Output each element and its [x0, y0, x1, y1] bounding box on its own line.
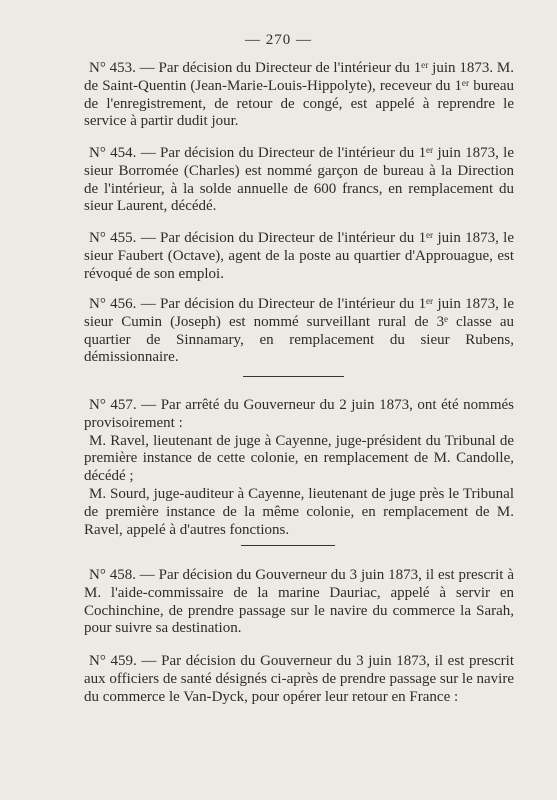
entry-457 — [84, 397, 514, 539]
entry-456 — [84, 296, 514, 367]
entry-458-text: N° 458. — Par décision du Gouverneur du 3 juin 1873, il est prescrit à M. l'aide-commissaire de la marine Dauriac, appelé à servir en Cochinchine, de prendre passage sur le navire du commerce la Sarah, pour suivre sa destination. — [84, 567, 514, 637]
entry-458 — [84, 567, 514, 638]
entry-457-text: N° 457. — Par arrêté du Gouverneur du 2 juin 1873, ont été nommés provisoirement : — [84, 397, 514, 431]
entry-453 — [84, 60, 514, 131]
entry-457-item: M. Ravel, lieutenant de juge à Cayenne, juge-président du Tribunal de première instance de cette colonie, en remplacement de M. Candolle, décédé ; — [84, 432, 514, 485]
entry-454 — [84, 145, 514, 216]
entry-459 — [84, 653, 514, 706]
entry-453-text: N° 453. — Par décision du Directeur de l'intérieur du 1ᵉʳ juin 1873. M. de Saint-Quentin (Jean-Marie-Louis-Hippolyte), receveur du 1ᵉʳ bureau de l'enregistrement, de retour de congé, est appelé à reprendre le service à partir dudit jour. — [84, 60, 514, 130]
entry-455 — [84, 230, 514, 283]
section-divider — [241, 545, 335, 546]
section-divider — [243, 376, 344, 377]
entry-457-item: M. Sourd, juge-auditeur à Cayenne, lieutenant de juge près le Tribunal de première instance de la même colonie, en remplacement de M. Ravel, appelé à d'autres fonctions. — [84, 485, 514, 538]
entry-459-text: N° 459. — Par décision du Gouverneur du 3 juin 1873, il est prescrit aux officiers de santé désignés ci-après de prendre passage sur le navire du commerce le Van-Dyck, pour opérer leur retour en France : — [84, 653, 514, 705]
entry-455-text: N° 455. — Par décision du Directeur de l'intérieur du 1ᵉʳ juin 1873, le sieur Faubert (Octave), agent de la poste au quartier d'Approuague, est révoqué de son emploi. — [84, 230, 514, 282]
entry-454-text: N° 454. — Par décision du Directeur de l'intérieur du 1ᵉʳ juin 1873, le sieur Borromée (Charles) est nommé garçon de bureau à la Direction de l'intérieur, à la solde annuelle de 600 francs, en remplacement du sieur Laurent, décédé. — [84, 145, 514, 215]
entry-456-text: N° 456. — Par décision du Directeur de l'intérieur du 1ᵉʳ juin 1873, le sieur Cumin (Joseph) est nommé surveillant rural de 3ᵉ classe au quartier de Sinnamary, en remplacement du sieur Rubens, démissionnaire. — [84, 296, 514, 366]
page-number: — 270 — — [245, 32, 312, 48]
